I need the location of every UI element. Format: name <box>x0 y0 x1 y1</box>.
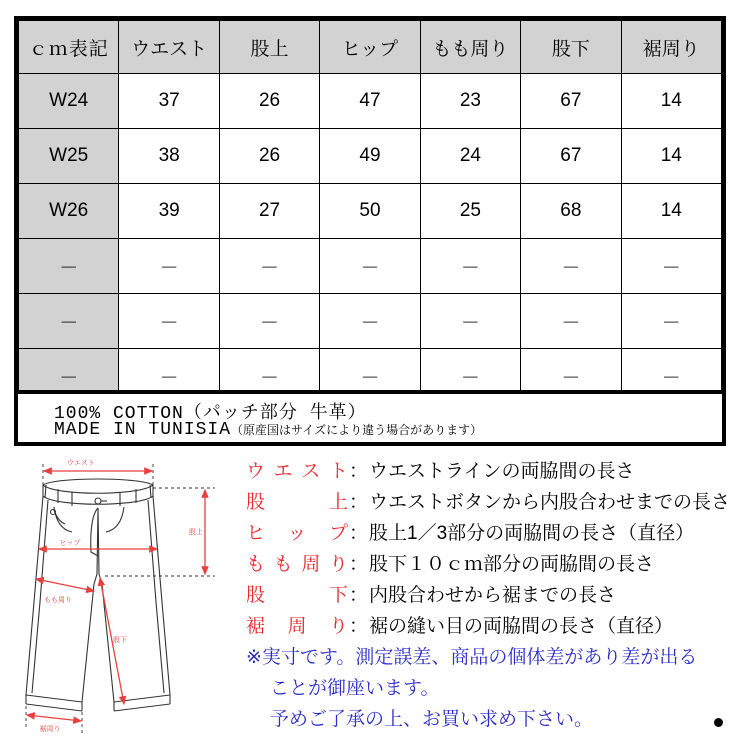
measurement-cell: － <box>521 239 621 294</box>
measurement-cell: 14 <box>621 129 721 184</box>
diagram-label-rise: 股上 <box>189 529 203 536</box>
diagram-label-thigh: もも周り <box>44 597 72 604</box>
legend-row <box>246 518 738 549</box>
table-row <box>19 294 722 349</box>
legend-term: ヒ ッ プ <box>246 523 348 544</box>
legend-colon: ： <box>349 585 369 606</box>
measurement-cell: 39 <box>119 184 219 239</box>
measurement-cell: － <box>621 239 721 294</box>
legend-row <box>246 456 738 487</box>
legend-definition: 股下１０ｃｍ部分の両脇間の長さ <box>369 554 655 575</box>
jeans-measurement-diagram <box>10 452 238 738</box>
legend-colon: ： <box>349 616 369 637</box>
measurement-cell: － <box>621 294 721 349</box>
measurement-cell: － <box>119 294 219 349</box>
measurement-cell: － <box>219 349 319 404</box>
legend-colon: ： <box>349 461 369 482</box>
size-label-cell: W25 <box>19 129 119 184</box>
corner-dot-marker <box>714 718 723 727</box>
legend-note: ことが御座います。 <box>270 678 440 699</box>
size-label-cell: － <box>19 349 119 404</box>
legend-term: 裾 周 り <box>246 616 348 637</box>
legend-definition: ウエストラインの両脇間の長さ <box>369 461 635 482</box>
column-header-4: もも周り <box>420 21 520 74</box>
diagram-label-hem: 裾周り <box>39 726 61 733</box>
material-composition: 100% COTTON（パッチ部分 牛革） <box>54 404 367 424</box>
measurement-cell: 49 <box>320 129 420 184</box>
diagram-label-hip: ヒップ <box>59 540 81 547</box>
measurement-cell: － <box>219 239 319 294</box>
legend-row <box>246 580 738 611</box>
hem-arrow <box>27 715 81 721</box>
measurement-cell: 14 <box>621 74 721 129</box>
material-origin-main: MADE IN TUNISIA <box>54 420 232 440</box>
legend-term: も も 周 り <box>246 554 348 575</box>
column-header-3: ヒップ <box>320 21 420 74</box>
legend-definition: 裾の縫い目の両脇間の長さ（直径） <box>369 616 674 637</box>
legend-note: ※実寸です。測定誤差、商品の個体差があり差が出る <box>246 647 698 668</box>
table-row <box>19 129 722 184</box>
table-row <box>19 184 722 239</box>
table-row <box>19 74 722 129</box>
legend-term: ウ エ ス ト <box>246 461 348 482</box>
measurement-cell: 26 <box>219 129 319 184</box>
measurement-cell: － <box>420 239 520 294</box>
legend-row <box>246 611 738 642</box>
measurement-cell: 14 <box>621 184 721 239</box>
thigh-arrow <box>36 579 94 591</box>
legend-term: 股 下 <box>246 585 348 606</box>
measurement-cell: 47 <box>320 74 420 129</box>
measurement-cell: 37 <box>119 74 219 129</box>
size-label-cell: － <box>19 239 119 294</box>
measurement-cell: － <box>320 294 420 349</box>
legend-note: 予めご了承の上、お買い求め下さい。 <box>270 709 594 730</box>
measurement-cell: 38 <box>119 129 219 184</box>
measurement-cell: － <box>521 294 621 349</box>
size-table-container <box>14 16 726 408</box>
legend-term: 股 上 <box>246 492 348 513</box>
measurement-cell: － <box>521 349 621 404</box>
measurement-cell: － <box>219 294 319 349</box>
table-row <box>19 239 722 294</box>
measurement-cell: 27 <box>219 184 319 239</box>
legend-colon: ： <box>349 523 369 544</box>
measurement-cell: 23 <box>420 74 520 129</box>
legend-definition: 股上1／3部分の両脇間の長さ（直径） <box>369 523 695 544</box>
column-header-6: 裾周り <box>621 21 721 74</box>
legend-definition: 内股合わせから裾までの長さ <box>369 585 617 606</box>
legend-row <box>246 549 738 580</box>
size-label-cell: W24 <box>19 74 119 129</box>
measurement-cell: 25 <box>420 184 520 239</box>
measurement-cell: 24 <box>420 129 520 184</box>
column-header-2: 股上 <box>219 21 319 74</box>
measurement-legend <box>246 456 738 735</box>
measurement-cell: － <box>320 349 420 404</box>
column-header-0: ｃｍ表記 <box>19 21 119 74</box>
legend-definition: ウエストボタンから内股合わせまでの長さ <box>369 492 731 513</box>
material-origin <box>54 420 482 440</box>
measurement-cell: － <box>119 349 219 404</box>
diagram-label-waist: ウエスト <box>67 460 95 467</box>
jeans-outline-shape <box>26 479 170 711</box>
measurement-cell: 26 <box>219 74 319 129</box>
legend-row <box>246 487 738 518</box>
measurement-cell: － <box>320 239 420 294</box>
measurement-cell: 67 <box>521 129 621 184</box>
material-origin-note: （原産国はサイズにより違う場合があります） <box>231 423 483 437</box>
measurement-cell: 68 <box>521 184 621 239</box>
table-header-row <box>19 21 722 74</box>
measurement-cell: － <box>420 349 520 404</box>
measurement-cell: － <box>420 294 520 349</box>
legend-colon: ： <box>349 554 369 575</box>
measurement-cell: 50 <box>320 184 420 239</box>
measurement-cell: － <box>119 239 219 294</box>
size-table <box>18 20 722 404</box>
legend-colon: ： <box>349 492 369 513</box>
measurement-cell: 67 <box>521 74 621 129</box>
column-header-1: ウエスト <box>119 21 219 74</box>
measurement-cell: － <box>621 349 721 404</box>
column-header-5: 股下 <box>521 21 621 74</box>
size-label-cell: － <box>19 294 119 349</box>
diagram-label-inseam: 股下 <box>113 637 127 644</box>
size-label-cell: W26 <box>19 184 119 239</box>
material-info-box <box>14 390 726 446</box>
